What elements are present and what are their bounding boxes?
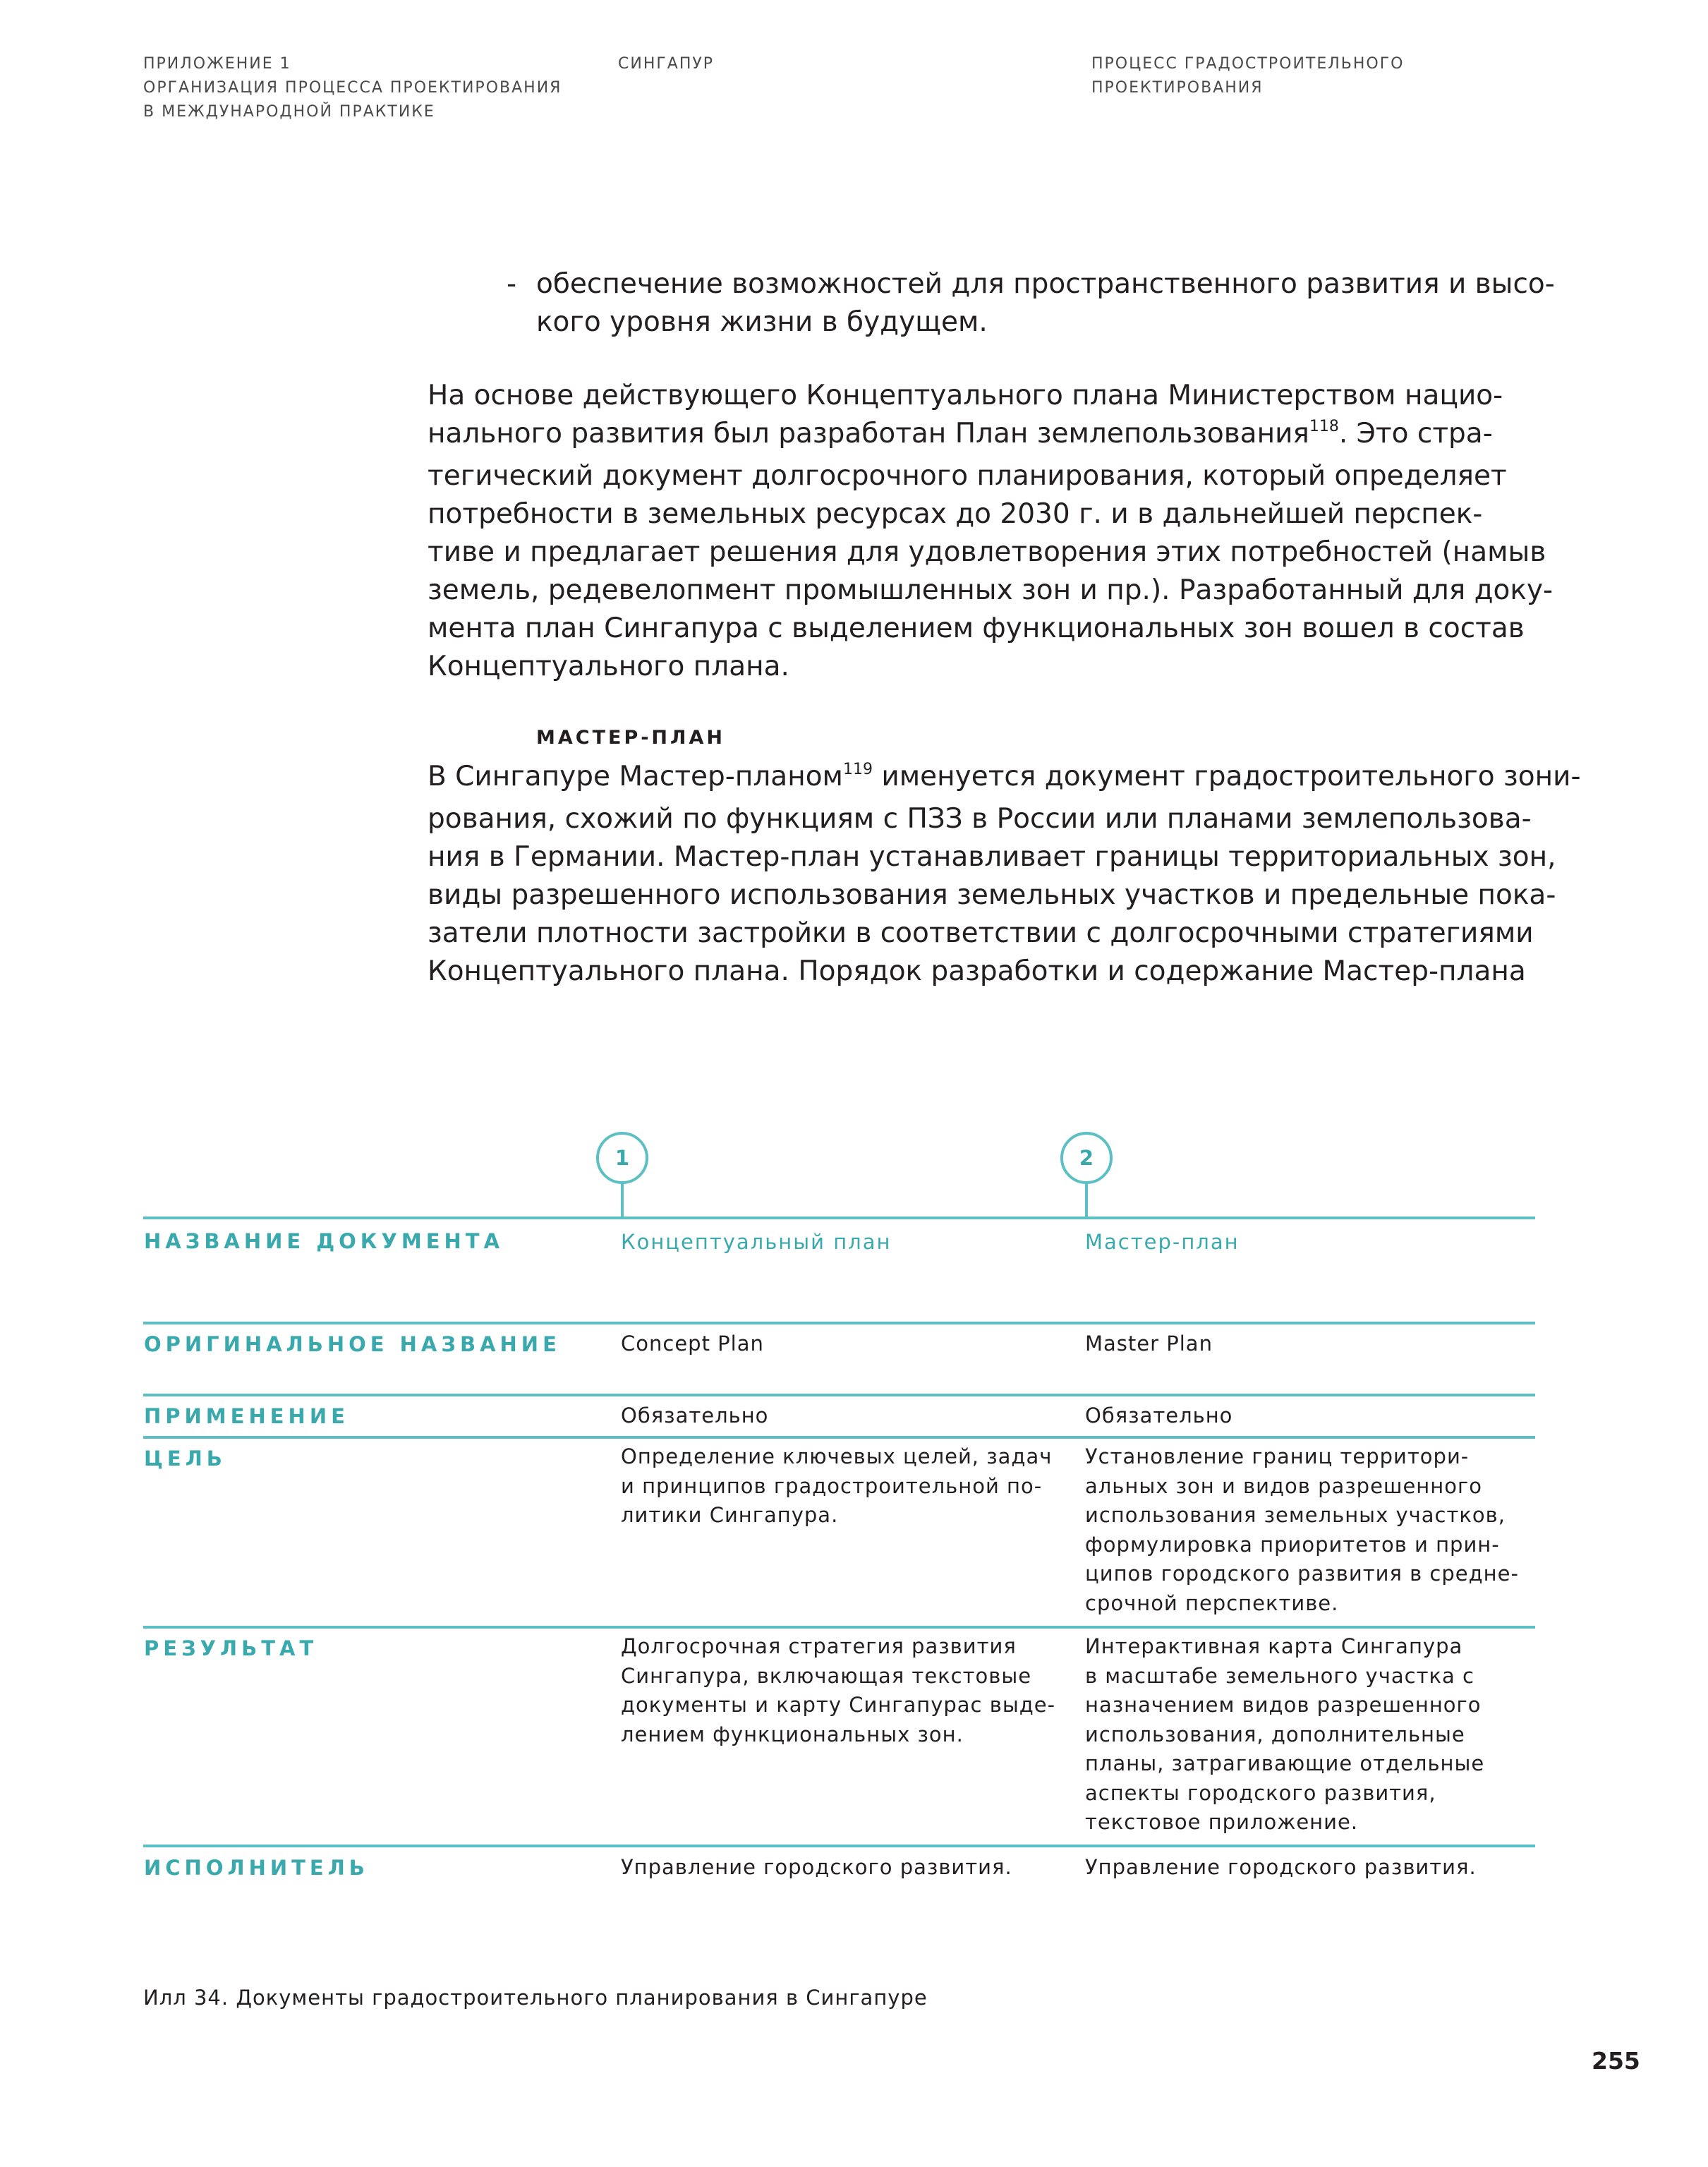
paragraph-line: тегический документ долгосрочного планирования, который определяет bbox=[428, 460, 1507, 492]
cell-line: Обязательно bbox=[1085, 1404, 1233, 1427]
paragraph-line: Концептуального плана. bbox=[428, 651, 789, 682]
paragraph-land-use bbox=[428, 377, 1553, 686]
cell-line: лением функциональных зон. bbox=[621, 1722, 964, 1746]
cell-col1 bbox=[621, 1442, 1052, 1531]
section-heading: МАСТЕР-ПЛАН bbox=[536, 727, 725, 749]
figure-caption: Илл 34. Документы градостроительного планирования в Сингапуре bbox=[143, 1986, 928, 2010]
paragraph-line: На основе действующего Концептуального плана Министерством нацио- bbox=[428, 380, 1503, 411]
cell-line: альных зон и видов разрешенного bbox=[1085, 1473, 1482, 1498]
text-run: В Сингапуре Мастер-планом bbox=[428, 761, 843, 792]
row-label-goal: ЦЕЛЬ bbox=[144, 1447, 226, 1471]
page-number: 255 bbox=[1592, 2047, 1640, 2075]
column-marker-2: 2 bbox=[1060, 1132, 1113, 1184]
cell-col1 bbox=[621, 1632, 1055, 1749]
cell-line: Интерактивная карта Сингапура bbox=[1085, 1634, 1463, 1658]
row-label-original-name: ОРИГИНАЛЬНОЕ НАЗВАНИЕ bbox=[144, 1332, 561, 1356]
paragraph-line: потребности в земельных ресурсах до 2030 г. и в дальнейшей перспек- bbox=[428, 498, 1483, 530]
cell-line: Сингапура, включающая текстовые bbox=[621, 1663, 1032, 1688]
cell-col1 bbox=[621, 1853, 1012, 1883]
cell-line: ципов городского развития в средне- bbox=[1085, 1562, 1519, 1586]
row-label-result: РЕЗУЛЬТАТ bbox=[144, 1636, 318, 1660]
row-label-application: ПРИМЕНЕНИЕ bbox=[144, 1404, 349, 1428]
cell-line: Мастер-план bbox=[1085, 1230, 1240, 1254]
cell-line: Определение ключевых целей, задач bbox=[621, 1444, 1053, 1468]
text-run: нального развития был разработан План землепользования bbox=[428, 418, 1309, 449]
paragraph-line: ния в Германии. Мастер-план устанавливает границы территориальных зон, bbox=[428, 841, 1556, 873]
table-rule bbox=[143, 1322, 1535, 1324]
cell-line: и принципов градостроительной по- bbox=[621, 1473, 1043, 1498]
cell-col2 bbox=[1085, 1401, 1232, 1431]
cell-line: Master Plan bbox=[1085, 1332, 1213, 1356]
cell-col1 bbox=[621, 1401, 768, 1431]
paragraph-line: мента план Сингапура с выделением функциональных зон вошел в состав bbox=[428, 612, 1525, 644]
paragraph-line: рования, схожий по функциям с ПЗЗ в России или планами землепользова- bbox=[428, 803, 1532, 835]
cell-col2 bbox=[1085, 1853, 1477, 1883]
paragraph-line: затели плотности застройки в соответствии с долгосрочными стратегиями bbox=[428, 917, 1534, 949]
text-run: . Это стра- bbox=[1338, 418, 1493, 449]
cell-line: Долгосрочная стратегия развития bbox=[621, 1634, 1017, 1658]
cell-line: формулировка приоритетов и прин- bbox=[1085, 1532, 1500, 1557]
cell-line: использования земельных участков, bbox=[1085, 1503, 1506, 1527]
paragraph-master-plan bbox=[428, 758, 1581, 991]
cell-line: литики Сингапура. bbox=[621, 1503, 839, 1527]
cell-line: планы, затрагивающие отдельные bbox=[1085, 1751, 1485, 1775]
cell-line: назначением видов разрешенного bbox=[1085, 1693, 1482, 1717]
header-center bbox=[618, 52, 714, 76]
cell-line: аспекты городского развития, bbox=[1085, 1780, 1436, 1805]
cell-line: Concept Plan bbox=[621, 1332, 764, 1356]
paragraph-line: виды разрешенного использования земельных участков и предельные пока- bbox=[428, 879, 1556, 911]
cell-line: текстовое приложение. bbox=[1085, 1810, 1359, 1834]
table-rule bbox=[143, 1217, 1535, 1219]
header-center-line: СИНГАПУР bbox=[618, 55, 715, 73]
header-right bbox=[1091, 52, 1404, 100]
paragraph-line bbox=[428, 415, 1528, 457]
cell-col2 bbox=[1085, 1632, 1484, 1837]
cell-line: Управление городского развития. bbox=[1085, 1855, 1477, 1879]
text-run: именуется документ градостроительного зони- bbox=[872, 761, 1581, 792]
cell-line: срочной перспективе. bbox=[1085, 1590, 1339, 1615]
bullet-line: обеспечение возможностей для пространственного развития и высо- bbox=[536, 268, 1555, 300]
paragraph-line: земель, редевелопмент промышленных зон и пр.). Разработанный для доку- bbox=[428, 574, 1553, 606]
bullet-line: кого уровня жизни в будущем. bbox=[536, 306, 988, 338]
marker-stem bbox=[621, 1183, 624, 1218]
bullet-item bbox=[536, 265, 1555, 342]
paragraph-line: Концептуального плана. Порядок разработки и содержание Мастер-плана bbox=[428, 955, 1526, 987]
cell-line: в масштабе земельного участка с bbox=[1085, 1663, 1474, 1688]
table-rule bbox=[143, 1436, 1535, 1439]
marker-stem bbox=[1085, 1183, 1088, 1218]
bullet-dash: - bbox=[507, 268, 517, 300]
paragraph-line bbox=[428, 758, 1581, 800]
header-right-line: ПРОЦЕСС ГРАДОСТРОИТЕЛЬНОГО bbox=[1091, 55, 1405, 73]
header-left-line: ОРГАНИЗАЦИЯ ПРОЦЕССА ПРОЕКТИРОВАНИЯ bbox=[143, 79, 562, 97]
cell-col1 bbox=[621, 1329, 764, 1359]
row-label-document-name: НАЗВАНИЕ ДОКУМЕНТА bbox=[144, 1229, 504, 1253]
cell-line: Установление границ территори- bbox=[1085, 1444, 1470, 1468]
cell-col2 bbox=[1085, 1442, 1519, 1618]
footnote-ref: 119 bbox=[842, 761, 873, 778]
footnote-ref: 118 bbox=[1309, 418, 1339, 435]
table-rule bbox=[143, 1626, 1535, 1629]
header-right-line: ПРОЕКТИРОВАНИЯ bbox=[1091, 79, 1264, 97]
column-marker-1: 1 bbox=[596, 1132, 648, 1184]
paragraph-line: тиве и предлагает решения для удовлетворения этих потребностей (намыв bbox=[428, 536, 1546, 568]
cell-line: использования, дополнительные bbox=[1085, 1722, 1465, 1746]
cell-col2 bbox=[1085, 1329, 1213, 1359]
header-left bbox=[143, 52, 562, 124]
cell-line: Управление городского развития. bbox=[621, 1855, 1012, 1879]
cell-col1 bbox=[621, 1228, 891, 1257]
cell-col2 bbox=[1085, 1228, 1240, 1257]
cell-line: Концептуальный план bbox=[621, 1230, 892, 1254]
row-label-executor: ИСПОЛНИТЕЛЬ bbox=[144, 1856, 369, 1880]
header-left-line: В МЕЖДУНАРОДНОЙ ПРАКТИКЕ bbox=[143, 103, 435, 121]
header-left-line: ПРИЛОЖЕНИЕ 1 bbox=[143, 55, 291, 73]
table-rule bbox=[143, 1845, 1535, 1847]
cell-line: документы и карту Сингапурас выде- bbox=[621, 1693, 1056, 1717]
cell-line: Обязательно bbox=[621, 1404, 769, 1427]
table-rule bbox=[143, 1394, 1535, 1396]
